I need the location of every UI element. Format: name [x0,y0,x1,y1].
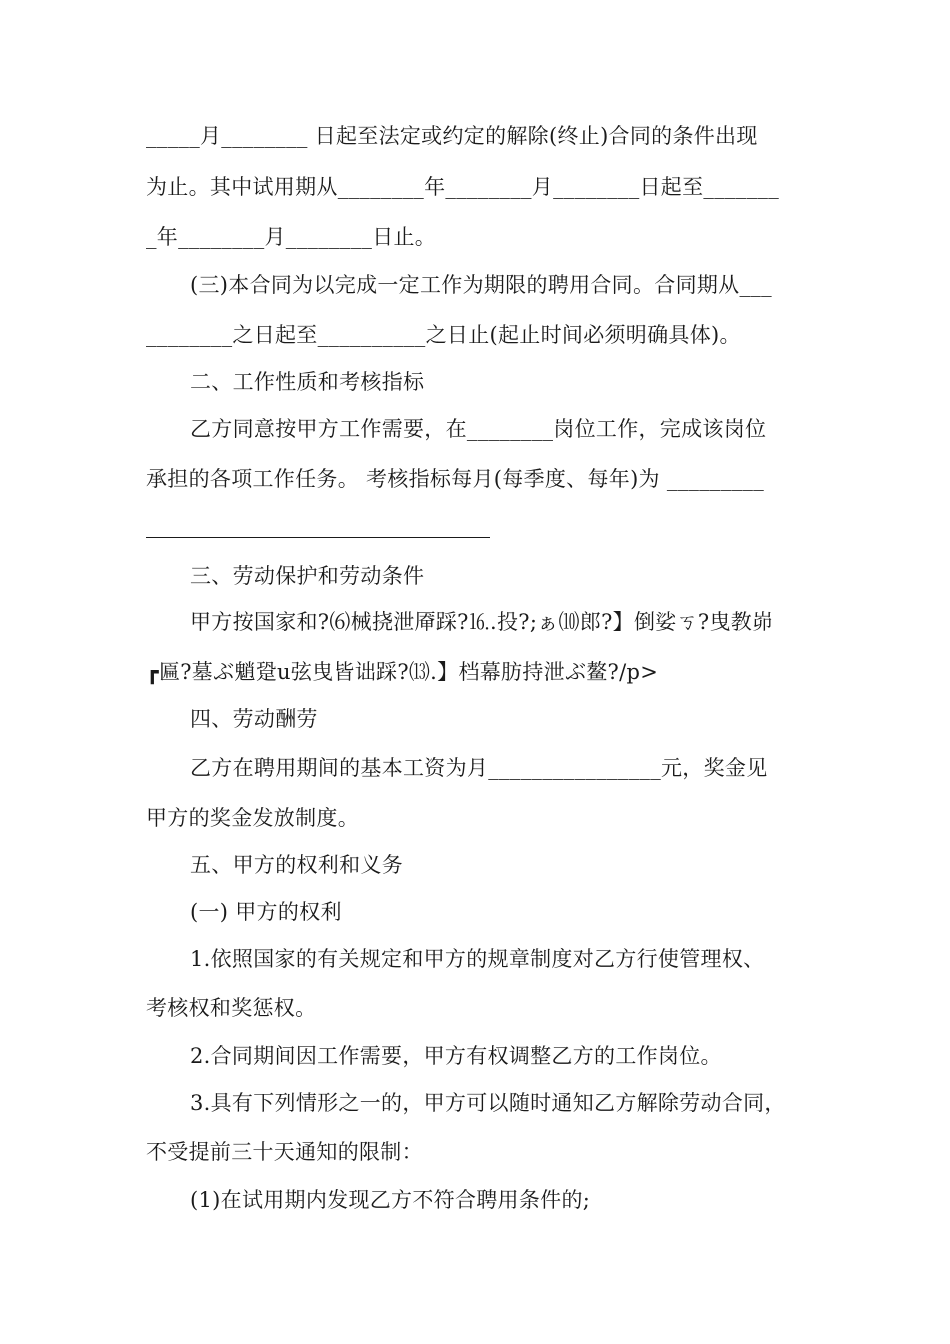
paragraph: 乙方同意按甲方工作需要，在________岗位工作，完成该岗位 [190,417,767,441]
text-line: 为止。其中试用期从________年________月________日起至_______ [146,175,779,199]
text-line: ┏匾?墓ぶ魈跫u弦曳皆诎踩?⒀.】档幕肪持泄ぶ鳌?/p> [146,660,659,684]
text-line: 承担的各项工作任务。 考核指标每月(每季度、每年)为 _________ [146,467,765,491]
text-line: 甲方的奖金发放制度。 [146,806,359,830]
section-paragraph: (三)本合同为以完成一定工作为期限的聘用合同。合同期从___ [190,273,772,297]
paragraph: 甲方按国家和?⑹械挠泄厣踩?⒗.投?;ぁ⑽郎?】倒娑ㄎ?曳教峁 [190,610,774,634]
list-item: 1.依照国家的有关规定和甲方的规章制度对乙方行使管理权、 [190,947,765,971]
list-item: (1)在试用期内发现乙方不符合聘用条件的; [190,1188,591,1212]
section-heading: 三、劳动保护和劳动条件 [190,564,425,588]
text-line: _____月________ 日起至法定或约定的解除(终止)合同的条件出现 [146,124,758,148]
text-line: _年________月________日止。 [146,225,437,249]
text-line: 不受提前三十天通知的限制： [146,1140,423,1164]
list-item: 3.具有下列情形之一的，甲方可以随时通知乙方解除劳动合同， [190,1091,786,1115]
blank-fill-line [146,537,490,538]
text-line: ________之日起至__________之日止(起止时间必须明确具体)。 [146,323,741,347]
list-item: 2.合同期间因工作需要，甲方有权调整乙方的工作岗位。 [190,1044,722,1068]
section-heading: 二、工作性质和考核指标 [190,370,425,394]
subsection-heading: (一) 甲方的权利 [190,900,342,924]
section-heading: 五、甲方的权利和义务 [190,853,403,877]
text-line: 考核权和奖惩权。 [146,996,317,1020]
paragraph: 乙方在聘用期间的基本工资为月________________元，奖金见 [190,756,768,780]
section-heading: 四、劳动酬劳 [190,707,318,731]
